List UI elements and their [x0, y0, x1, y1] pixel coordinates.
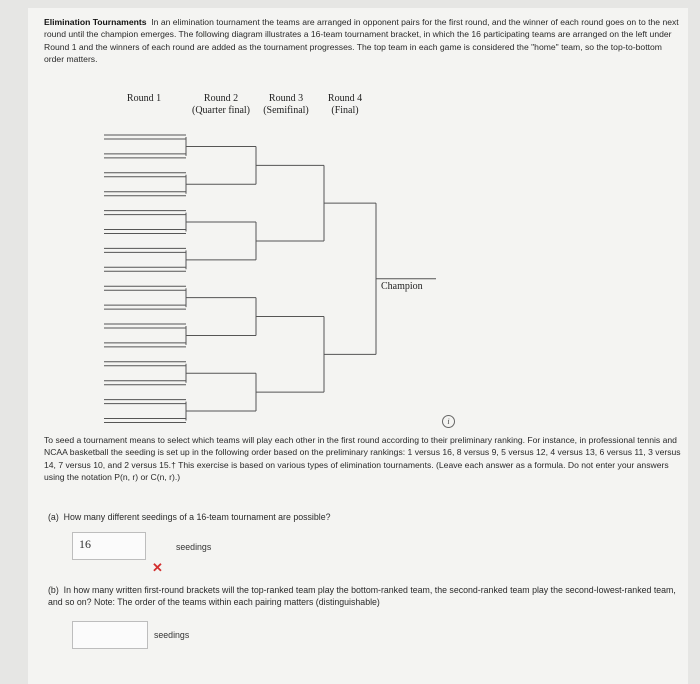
question-a-label: (a) — [48, 512, 59, 522]
answer-a-input[interactable]: 16 — [72, 532, 146, 560]
round-2-title: Round 2 — [203, 93, 239, 104]
round-3-title: Round 3 — [268, 93, 304, 104]
answer-b-input[interactable] — [72, 621, 148, 649]
question-a — [48, 511, 330, 523]
seeding-paragraph: To seed a tournament means to select which teams will play each other in the first round according to their preliminary ranking. For instance, in professional tennis and NCAA basketball the seeding is set up in the following order based on the preliminary rankings: 1 versus 16, 8 versus 9, 5 versus 12, 4 versus 13, 6 versus 11, 3 versus 14, 7 versus 10, and 2 versus 15.† This exercise is based on various types of elimination tournaments. (Leave each answer as a formula. Do not enter your answers using the notation P(n, r) or C(n, r).) — [44, 435, 681, 483]
problem-page — [28, 8, 688, 684]
answer-b-unit: seedings — [154, 630, 190, 640]
round-2-subtitle: (Quarter final) — [191, 105, 251, 116]
incorrect-x-icon: ✕ — [152, 560, 163, 575]
champion-label: Champion — [381, 281, 423, 292]
question-b — [48, 584, 688, 609]
round-4-title: Round 4 — [327, 93, 363, 104]
question-b-label: (b) — [48, 585, 59, 595]
answer-a-unit: seedings — [176, 542, 212, 552]
round-3-subtitle: (Semifinal) — [263, 105, 309, 116]
intro-title: Elimination Tournaments — [44, 17, 147, 27]
intro-text: In an elimination tournament the teams are arranged in opponent pairs for the first round, and the winner of each round goes on to the next round until the champion emerges. The following diagram illustrates a 16-team tournament bracket, in which the 16 participating teams are arranged on the left under Round 1 and the winners of each round are added as the tournament progresses. The top team in each game is considered the "home" team, so the top-to-bottom order matters. — [44, 17, 679, 65]
round-1-title: Round 1 — [126, 93, 162, 104]
round-4-subtitle: (Final) — [331, 105, 359, 116]
question-a-text: How many different seedings of a 16-team tournament are possible? — [63, 512, 331, 522]
question-b-text: In how many written first-round brackets will the top-ranked team play the bottom-ranked team, the second-ranked team play the second-lowest-ranked team, and so on? Note: The order of the teams within each pairing matters (distinguishable) — [48, 585, 676, 608]
tournament-bracket — [28, 8, 688, 428]
info-icon[interactable]: i — [442, 415, 455, 428]
